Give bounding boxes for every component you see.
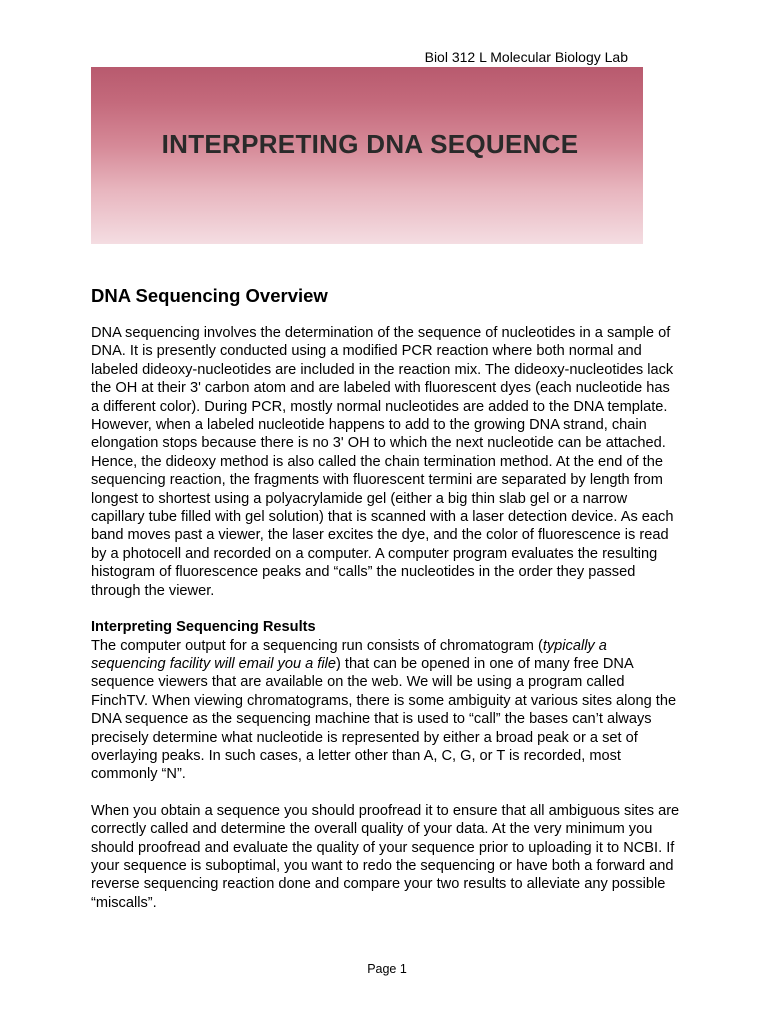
paragraph2-text-end: ) that can be opened in one of many free DNA sequence viewers that are available on the web. We will be using a program called FinchTV. When viewing chromatograms, there is some ambiguity at various sites along the DNA sequence as the sequencing machine that is used to “call” the bases can’t always precisely determine what nucleotide is represented by either a broad peak or a set of overlaying peaks. In such cases, a letter other than A, C, G, or T is recorded, most commonly “N”.	[91, 655, 677, 783]
interpreting-paragraph	[91, 618, 681, 784]
section-title: DNA Sequencing Overview	[91, 285, 328, 306]
subheading: Interpreting Sequencing Results	[91, 619, 316, 636]
overview-paragraph: DNA sequencing involves the determination of the sequence of nucleotides in a sample of DNA. It is presently conducted using a modified PCR reaction where both normal and labeled dideoxy-nucleotides are included in the reaction mix. The dideoxy-nucleotides lack the OH at their 3' carbon atom and are labeled with fluorescent dyes (each nucleotide has a different color). During PCR, mostly normal nucleotides are added to the DNA template. However, when a labeled nucleotide happens to add to the growing DNA strand, chain elongation stops because there is no 3' OH to which the next nucleotide can be attached. Hence, the dideoxy method is also called the chain termination method. At the end of the sequencing reaction, the fragments with fluorescent termini are separated by length from longest to shortest using a polyacrylamide gel (either a big thin slab gel or a narrow capillary tube filled with gel solution) that is scanned with a laser detection device. As each band moves past a viewer, the laser excites the dye, and the color of fluorescence is read by a photocell and recorded on a computer. A computer program evaluates the resulting histogram of fluorescence peaks and “calls” the nucleotides in the order they passed through the viewer.	[91, 325, 674, 599]
document-body	[91, 284, 681, 912]
paragraph2-text-start: The computer output for a sequencing run consists of chromatogram (	[91, 637, 543, 654]
page-footer	[0, 962, 770, 976]
course-header: Biol 312 L Molecular Biology Lab	[424, 49, 628, 65]
paragraph2-italic: typically a sequencing facility will email you a file	[91, 637, 607, 672]
proofread-paragraph: When you obtain a sequence you should proofread it to ensure that all ambiguous sites are correctly called and determine the overall quality of your data. At the very minimum you should proofread and evaluate the quality of your sequence prior to uploading it to NCBI. If your sequence is suboptimal, you want to redo the sequencing or have both a forward and reverse sequencing reaction done and compare your two results to alleviate any possible “miscalls”.	[91, 802, 680, 911]
page-number: Page 1	[367, 962, 407, 976]
banner-title: INTERPRETING DNA SEQUENCE	[161, 129, 579, 159]
title-banner	[91, 67, 643, 244]
